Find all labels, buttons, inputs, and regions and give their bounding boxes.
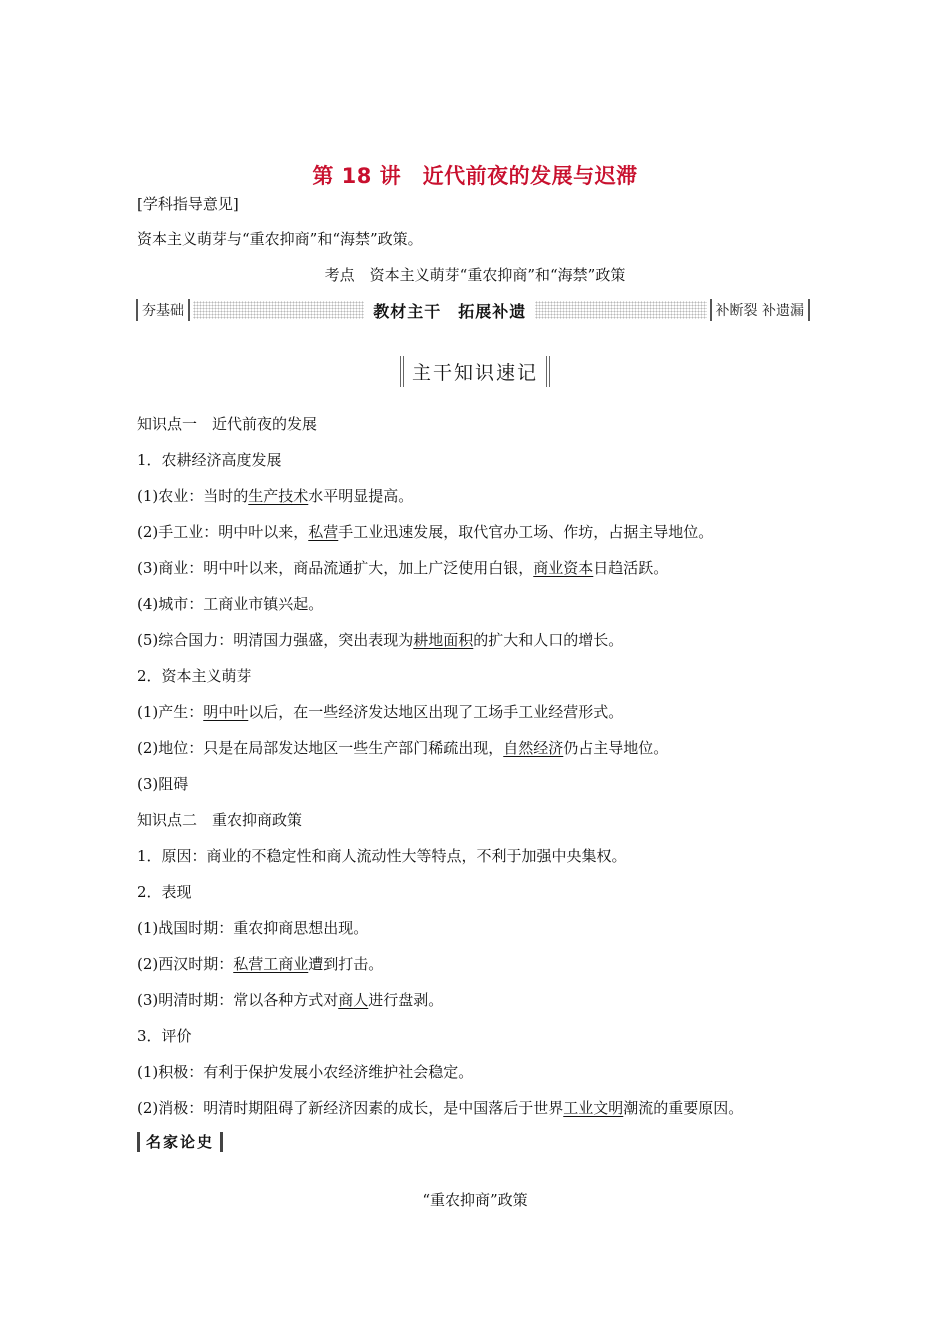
banner-mid: 教材主干 拓展补遗 (373, 301, 527, 321)
kp1-l1: (1)农业：当时的生产技术水平明显提高。 (137, 487, 414, 505)
kp1-s2: 2．资本主义萌芽 (137, 667, 252, 685)
kp2-p1: (1)战国时期：重农抑商思想出现。 (137, 919, 369, 937)
kaodian-heading: 考点 资本主义萌芽“重农抑商”和“海禁”政策 (324, 266, 626, 284)
blank-answer: 工业文明 (563, 1099, 624, 1117)
banner-dots (193, 301, 364, 319)
kp1-m3: (3)阻碍 (137, 775, 189, 793)
kp1-heading: 知识点一 近代前夜的发展 (137, 415, 318, 433)
lesson-title: 第 18 讲 近代前夜的发展与迟滞 (312, 164, 638, 188)
blank-answer: 生产技术 (248, 487, 309, 505)
kp1-l5: (5)综合国力：明清国力强盛，突出表现为耕地面积的扩大和人口的增长。 (137, 631, 624, 649)
kp1-l3: (3)商业：明中叶以来，商品流通扩大，加上广泛使用白银，商业资本日趋活跃。 (137, 559, 669, 577)
blank-answer: 商人 (338, 991, 369, 1009)
kp1-m2: (2)地位：只是在局部发达地区一些生产部门稀疏出现，自然经济仍占主导地位。 (137, 739, 669, 757)
kp2-s1: 1．原因：商业的不稳定性和商人流动性大等特点，不利于加强中央集权。 (137, 847, 627, 865)
kp1-s1: 1．农耕经济高度发展 (137, 451, 282, 469)
banner-dots (535, 301, 706, 319)
section-heading (0, 356, 950, 387)
blank-answer: 私营工商业 (233, 955, 309, 973)
kp2-s3: 3．评价 (137, 1027, 192, 1045)
blank-answer: 自然经济 (503, 739, 564, 757)
blank-answer: 商业资本 (533, 559, 594, 577)
kp1-l2: (2)手工业：明中叶以来，私营手工业迅速发展，取代官办工场、作坊，占据主导地位。 (137, 523, 714, 541)
kp1-m1: (1)产生：明中叶以后，在一些经济发达地区出现了工场手工业经营形式。 (137, 703, 624, 721)
section-banner (136, 298, 810, 322)
blank-answer: 耕地面积 (413, 631, 474, 649)
banner-right: 补断裂 补遗漏 (715, 303, 804, 319)
kp2-p3: (3)明清时期：常以各种方式对商人进行盘剥。 (137, 991, 444, 1009)
kp2-heading: 知识点二 重农抑商政策 (137, 811, 303, 829)
guide-text: 资本主义萌芽与“重农抑商”和“海禁”政策。 (137, 230, 423, 248)
kp2-e2: (2)消极：明清时期阻碍了新经济因素的成长，是中国落后于世界工业文明潮流的重要原因。 (137, 1099, 744, 1117)
blank-answer: 私营 (308, 523, 339, 541)
subtitle: “重农抑商”政策 (422, 1191, 528, 1209)
kp2-s2: 2．表现 (137, 883, 192, 901)
kp1-l4: (4)城市：工商业市镇兴起。 (137, 595, 324, 613)
mingjia-tag: 名家论史 (137, 1132, 223, 1152)
blank-answer: 明中叶 (203, 703, 249, 721)
kp2-p2: (2)西汉时期：私营工商业遭到打击。 (137, 955, 384, 973)
banner-left: 夯基础 (142, 303, 184, 319)
kp2-e1: (1)积极：有利于保护发展小农经济维护社会稳定。 (137, 1063, 474, 1081)
guide-label: [学科指导意见] (137, 195, 239, 213)
section-heading-text: 主干知识速记 (400, 356, 550, 387)
